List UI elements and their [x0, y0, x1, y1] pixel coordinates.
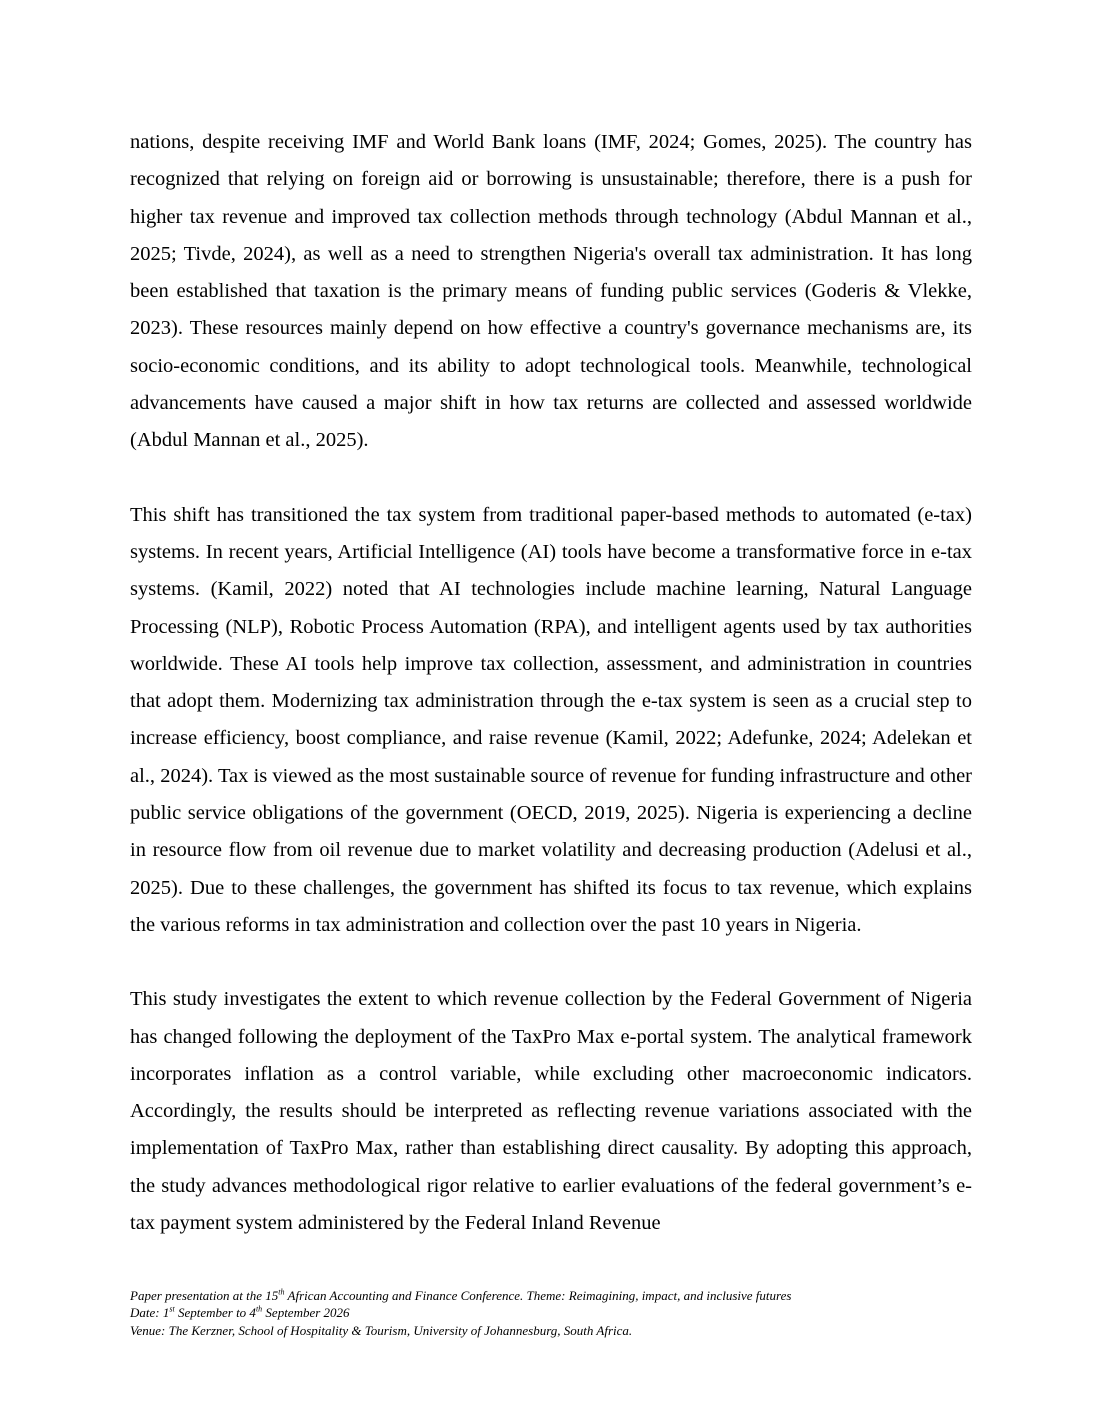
footer-conference-text-start: Paper presentation at the 15 [130, 1288, 279, 1303]
footer-conference-text-end: African Accounting and Finance Conference. Theme: Reimagining, impact, and inclusive futures [284, 1288, 792, 1303]
footer-ordinal-superscript: th [278, 1287, 285, 1297]
footer-date-start: Date: 1 [130, 1305, 170, 1321]
footer-conference-line [130, 1287, 972, 1304]
footer-date-superscript-1: st [169, 1304, 175, 1314]
footer-date-middle: September to 4 [174, 1305, 256, 1321]
footer-date-end: September 2026 [262, 1305, 350, 1321]
document-body [130, 124, 972, 1242]
body-paragraph-1: nations, despite receiving IMF and World Bank loans (IMF, 2024; Gomes, 2025). The country has recognized that relying on foreign aid or borrowing is unsustainable; therefore, there is a push for higher tax revenue and improved tax collection methods through technology (Abdul Mannan et al., 2025; Tivde, 2024), as well as a need to strengthen Nigeria's overall tax administration. It has long been established that taxation is the primary means of funding public services (Goderis & Vlekke, 2023). These resources mainly depend on how effective a country's governance mechanisms are, its socio-economic conditions, and its ability to adopt technological tools. Meanwhile, technological advancements have caused a major shift in how tax returns are collected and assessed worldwide (Abdul Mannan et al., 2025). [130, 131, 972, 452]
body-paragraph-2: This shift has transitioned the tax system from traditional paper-based methods to automated (e-tax) systems. In recent years, Artificial Intelligence (AI) tools have become a transformative force in e-tax systems. (Kamil, 2022) noted that AI technologies include machine learning, Natural Language Processing (NLP), Robotic Process Automation (RPA), and intelligent agents used by tax authorities worldwide. These AI tools help improve tax collection, assessment, and administration in countries that adopt them. Modernizing tax administration through the e-tax system is seen as a crucial step to increase efficiency, boost compliance, and raise revenue (Kamil, 2022; Adefunke, 2024; Adelekan et al., 2024). Tax is viewed as the most sustainable source of revenue for funding infrastructure and other public service obligations of the government (OECD, 2019, 2025). Nigeria is experiencing a decline in resource flow from oil revenue due to market volatility and decreasing production (Adelusi et al., 2025). Due to these challenges, the government has shifted its focus to tax revenue, which explains the various reforms in tax administration and collection over the past 10 years in Nigeria. [130, 503, 972, 936]
page-footer [130, 1287, 972, 1339]
footer-date-superscript-2: th [255, 1304, 263, 1314]
body-paragraph-3: This study investigates the extent to which revenue collection by the Federal Government of Nigeria has changed following the deployment of the TaxPro Max e-portal system. The analytical framework incorporates inflation as a control variable, while excluding other macroeconomic indicators. Accordingly, the results should be interpreted as reflecting revenue variations associated with the implementation of TaxPro Max, rather than establishing direct causality. By adopting this approach, the study advances methodological rigor relative to earlier evaluations of the federal government’s e-tax payment system administered by the Federal Inland Revenue [130, 988, 972, 1235]
footer-date-line [130, 1304, 972, 1321]
footer-venue-line: Venue: The Kerzner, School of Hospitality & Tourism, University of Johannesburg, South Africa. [130, 1322, 633, 1338]
